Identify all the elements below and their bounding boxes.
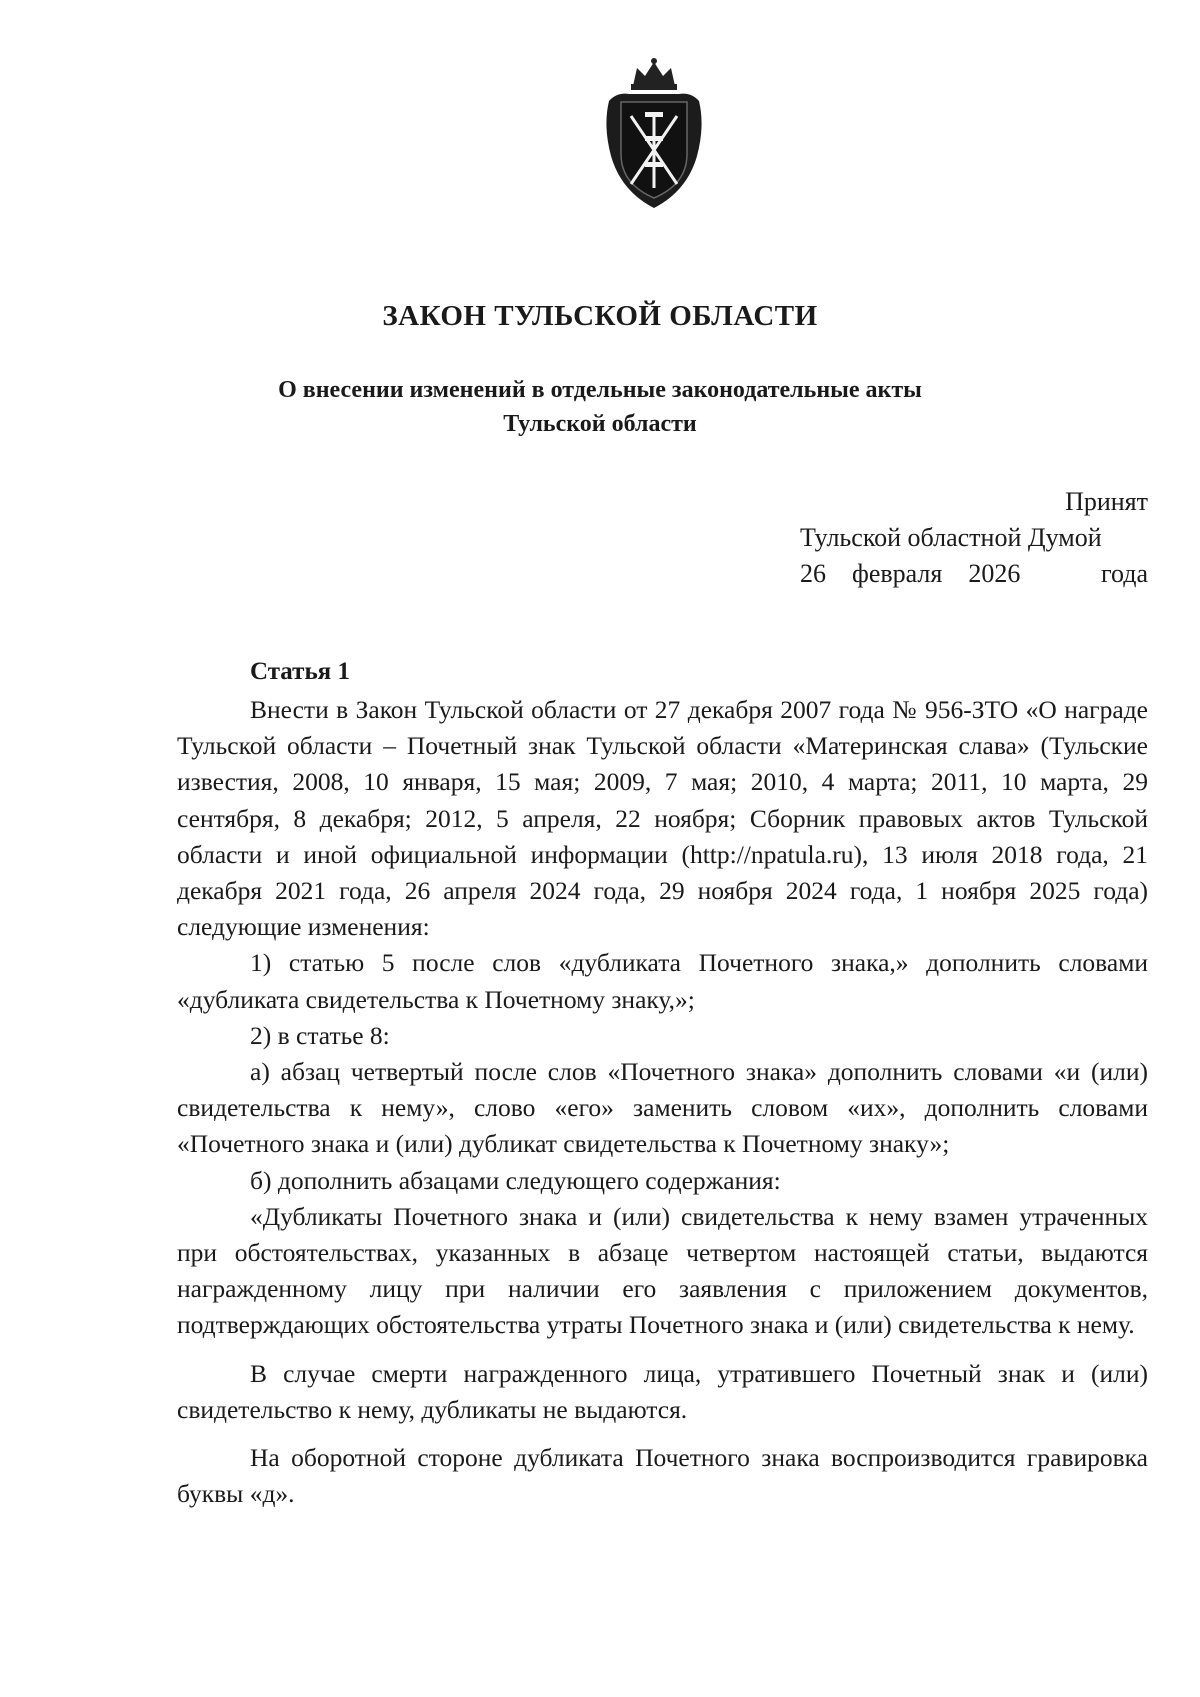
paragraph: 1) статью 5 после слов «дубликата Почетного знака,» дополнить словами «дубликата свидетельства к Почетному знаку,»; xyxy=(177,948,1148,1014)
paragraph: 2) в статье 8: xyxy=(250,1020,390,1050)
paragraph: В случае смерти награжденного лица, утратившего Почетный знак и (или) свидетельство к нему, дубликаты не выдаются. xyxy=(177,1358,1148,1424)
paragraph: б) дополнить абзацами следующего содержания: xyxy=(250,1165,781,1195)
document-subtitle xyxy=(0,373,1200,441)
paragraph: Внести в Закон Тульской области от 27 декабря 2007 года № 956-ЗТО «О награде Тульской области – Почетный знак Тульской области «Материнская слава» (Тульские известия, 2008, 10 января, 15 мая; 2009, 7 мая; 2010, 4 марта; 2011, 10 марта, 29 сентября, 8 декабря; 2012, 5 апреля, 22 ноября; Сборник правовых актов Тульской области и иной официальной информации (http://npatula.ru), 13 июля 2018 года, 21 декабря 2021 года, 26 апреля 2024 года, 29 ноября 2024 года, 1 ноября 2025 года) следующие изменения: xyxy=(177,695,1148,942)
paragraph: «Дубликаты Почетного знака и (или) свидетельства к нему взамен утраченных при обстоятельствах, указанных в абзаце четвертом настоящей статьи, выдаются награжденному лицу при наличии его заявления с приложением документов, подтверждающих обстоятельства утраты Почетного знака и (или) свидетельства к нему. xyxy=(177,1201,1148,1340)
coat-of-arms-icon xyxy=(599,56,709,216)
paragraph: На оборотной стороне дубликата Почетного знака воспроизводится гравировка буквы «д». xyxy=(177,1443,1148,1509)
adoption-block xyxy=(800,484,1148,592)
article-heading: Статья 1 xyxy=(250,658,350,685)
adoption-year-suffix: года xyxy=(1100,559,1148,588)
subtitle-line: О внесении изменений в отдельные законодательные акты xyxy=(278,377,922,403)
article-body xyxy=(177,692,1148,1512)
adoption-status: Принят xyxy=(1065,487,1148,516)
document-title: ЗАКОН ТУЛЬСКОЙ ОБЛАСТИ xyxy=(382,300,818,332)
subtitle-line: Тульской области xyxy=(503,411,697,437)
adoption-year: 2026 xyxy=(968,559,1021,588)
adoption-body: Тульской областной Думой xyxy=(800,523,1102,552)
adoption-date xyxy=(800,556,1148,592)
adoption-month: февраля xyxy=(852,559,943,588)
paragraph: а) абзац четвертый после слов «Почетного знака» дополнить словами «и (или) свидетельства к нему», слово «его» заменить словом «их», дополнить словами «Почетного знака и (или) дубликат свидетельства к Почетному знаку»; xyxy=(177,1057,1148,1159)
adoption-day: 26 xyxy=(800,559,826,588)
